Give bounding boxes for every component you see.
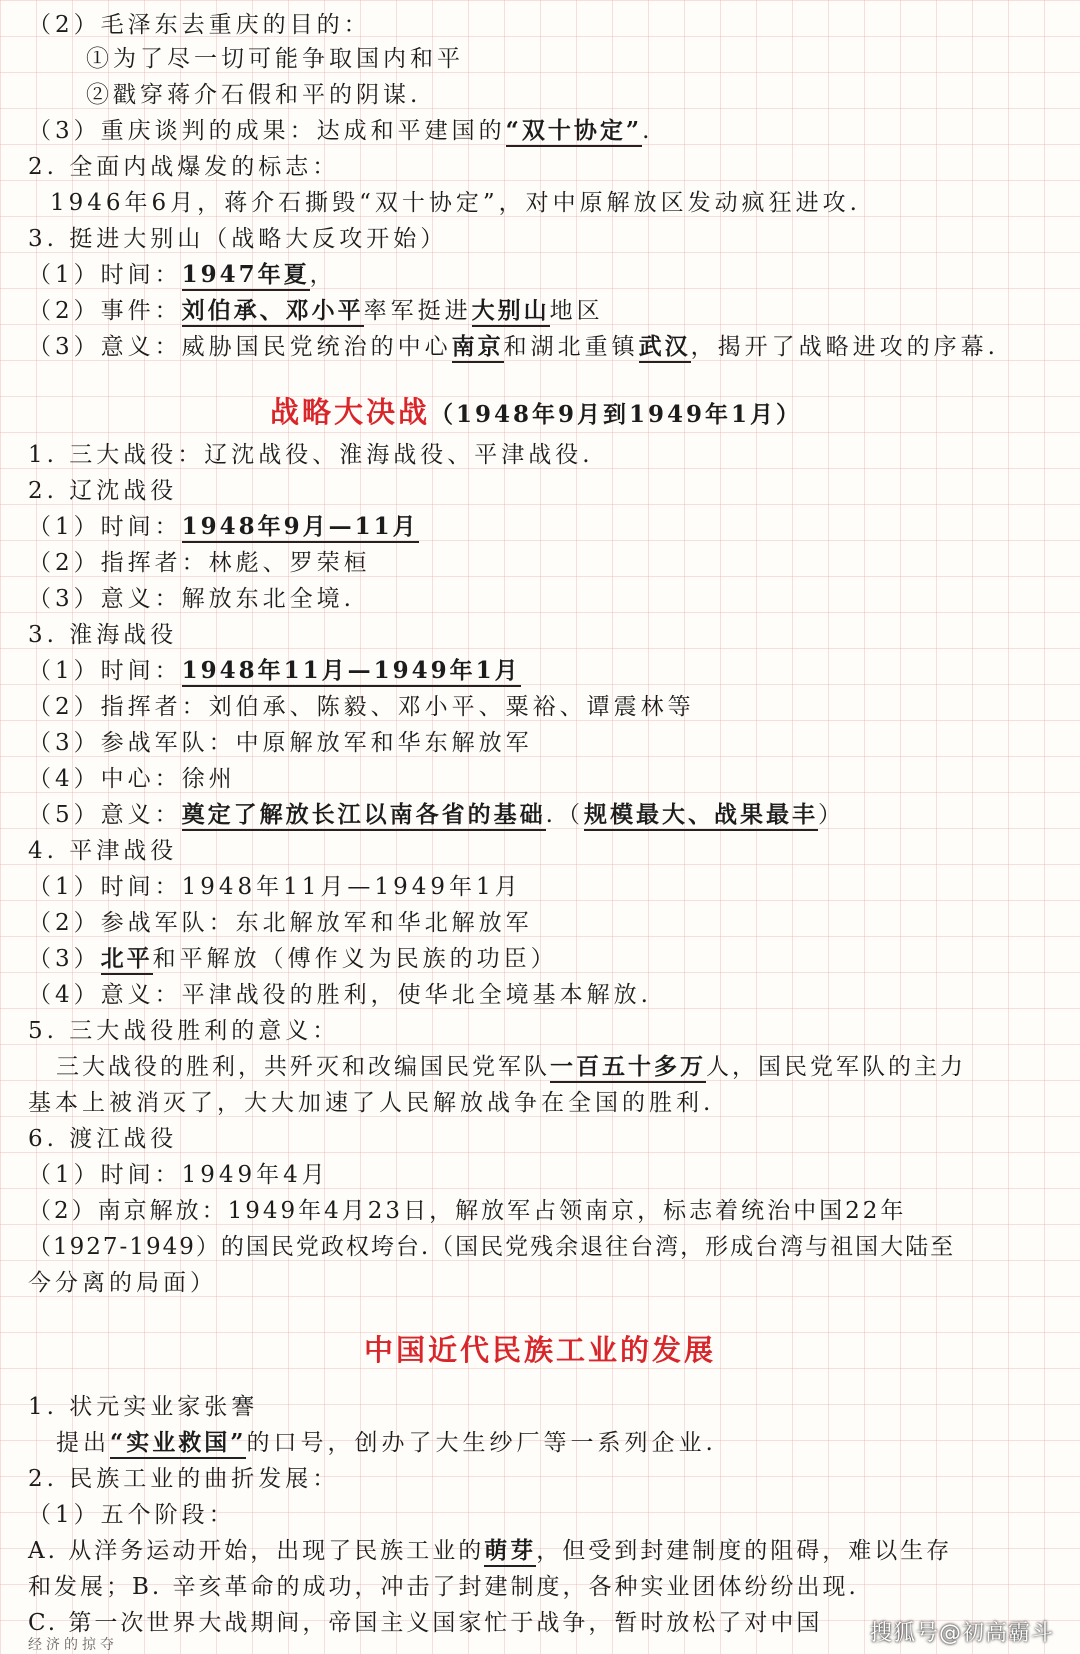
key-term: “双十协定” <box>506 117 642 147</box>
text-line <box>28 1390 258 1424</box>
line-text: .（ <box>545 802 584 828</box>
text-line <box>28 114 653 148</box>
key-term: 1948年9月—11月 <box>182 513 419 543</box>
key-term: 萌芽 <box>484 1537 536 1567</box>
key-term: 1948年11月—1949年1月 <box>182 657 521 687</box>
heading-title: 中国近代民族工业的发展 <box>363 1333 716 1367</box>
text-line <box>28 618 177 652</box>
text-line <box>28 510 419 544</box>
section-heading <box>270 392 802 435</box>
line-text: 2. 辽沈战役 <box>28 478 178 504</box>
line-text: 4. 平津战役 <box>28 838 178 864</box>
text-line <box>28 654 521 688</box>
key-term: 大别山 <box>472 297 550 327</box>
line-text: 3. 挺进大别山（战略大反攻开始） <box>28 226 448 252</box>
key-term: 一百五十多万 <box>550 1053 706 1083</box>
text-line <box>28 1606 822 1640</box>
text-line <box>28 1194 906 1228</box>
text-line <box>28 1122 177 1156</box>
text-line <box>28 834 177 868</box>
line-text: （1）时间： <box>28 262 182 288</box>
text-line <box>28 258 337 292</box>
line-text: 的口号，创办了大生纱厂等一系列企业. <box>246 1430 717 1456</box>
line-text: （2）指挥者：林彪、罗荣桓 <box>28 550 371 576</box>
text-line <box>28 1014 339 1048</box>
text-line <box>28 474 177 508</box>
line-text: （2）南京解放：1949年4月23日，解放军占领南京，标志着统治中国22年 <box>28 1198 907 1224</box>
text-line <box>56 1050 966 1084</box>
watermark: 搜狐号@初高霸斗 <box>869 1621 1054 1646</box>
line-text: （2）指挥者：刘伯承、陈毅、邓小平、粟裕、谭震林等 <box>28 694 695 720</box>
line-text: （5）意义： <box>28 802 182 828</box>
line-text: 5. 三大战役胜利的意义： <box>28 1018 340 1044</box>
text-line <box>86 78 421 112</box>
line-text: 3. 淮海战役 <box>28 622 178 648</box>
line-text: 提出 <box>56 1430 110 1456</box>
line-text: 率军挺进 <box>363 298 472 324</box>
text-line <box>28 978 652 1012</box>
line-text: （4）中心：徐州 <box>28 766 236 792</box>
key-term: 规模最大、战果最丰 <box>584 801 818 831</box>
line-text: 和发展；B. 辛亥革命的成功，冲击了封建制度，各种实业团体纷纷出现. <box>28 1574 859 1600</box>
text-line <box>28 8 371 42</box>
key-term: “实业救国” <box>110 1429 246 1459</box>
line-text: （1）时间：1949年4月 <box>28 1162 329 1188</box>
text-line <box>28 906 533 940</box>
text-line <box>28 1636 118 1654</box>
heading-title: 战略大决战 <box>270 395 431 429</box>
section-heading <box>0 1330 1080 1370</box>
line-text: 1946年6月，蒋介石撕毁“双十协定”，对中原解放区发动疯狂进攻. <box>50 190 861 216</box>
line-text: （2）参战军队：东北解放军和华北解放军 <box>28 910 533 936</box>
text-line <box>28 1498 236 1532</box>
line-text: 地区 <box>549 298 604 324</box>
line-text: ） <box>817 802 845 828</box>
line-text: （2）事件： <box>28 298 182 324</box>
text-line <box>28 1086 714 1120</box>
text-line <box>28 1462 339 1496</box>
line-text: （1）时间：1948年11月—1949年1月 <box>28 874 522 900</box>
line-text: . <box>642 118 654 144</box>
line-text: （3）重庆谈判的成果：达成和平建国的 <box>28 118 506 144</box>
line-text: ，但受到封建制度的阻碍，难以生存 <box>536 1538 953 1564</box>
line-text: （3）意义：威胁国民党统治的中心 <box>28 334 452 360</box>
text-line <box>28 1230 955 1264</box>
key-term: 北平 <box>101 945 153 975</box>
key-term: 1947年夏 <box>182 261 310 291</box>
line-text: 人，国民党军队的主力 <box>706 1054 966 1080</box>
text-line <box>28 582 355 616</box>
key-term: 武汉 <box>639 333 691 363</box>
key-term: 奠定了解放长江以南各省的基础 <box>182 801 546 831</box>
text-line <box>28 330 999 364</box>
text-line <box>50 186 861 220</box>
text-line <box>28 690 695 724</box>
line-text: 6. 渡江战役 <box>28 1126 178 1152</box>
line-text: 经济的掠夺 <box>28 1637 118 1653</box>
heading-subtitle: （1948年9月到1949年1月） <box>430 401 803 428</box>
line-text: C. 第一次世界大战期间，帝国主义国家忙于战争，暂时放松了对中国 <box>28 1610 823 1636</box>
text-line <box>28 546 371 580</box>
text-line <box>28 1158 329 1192</box>
line-text: 1. 三大战役：辽沈战役、淮海战役、平津战役. <box>28 442 594 468</box>
line-text: 2. 民族工业的曲折发展： <box>28 1466 340 1492</box>
line-text: （3）参战军队：中原解放军和华东解放军 <box>28 730 533 756</box>
line-text: 和平解放（傅作义为民族的功臣） <box>152 946 558 972</box>
line-text: ①为了尽一切可能争取国内和平 <box>86 46 464 72</box>
line-text: 1. 状元实业家张謇 <box>28 1394 259 1420</box>
line-text: 和湖北重镇 <box>503 334 639 360</box>
text-line <box>28 1266 217 1300</box>
line-text: ②戳穿蒋介石假和平的阴谋. <box>86 82 422 108</box>
line-text: A. 从洋务运动开始，出现了民族工业的 <box>28 1538 485 1564</box>
text-line <box>86 42 464 76</box>
line-text: 基本上被消灭了，大大加速了人民解放战争在全国的胜利. <box>28 1090 715 1116</box>
line-text: （2）毛泽东去重庆的目的： <box>28 12 371 38</box>
line-text: （4）意义：平津战役的胜利，使华北全境基本解放. <box>28 982 652 1008</box>
text-line <box>28 150 339 184</box>
text-line <box>28 438 594 472</box>
line-text: （1927-1949）的国民党政权垮台.（国民党残余退往台湾，形成台湾与祖国大陆至 <box>28 1234 956 1260</box>
line-text: （1）时间： <box>28 514 182 540</box>
line-text: （1）五个阶段： <box>28 1502 236 1528</box>
text-line <box>28 1534 952 1568</box>
line-text: （1）时间： <box>28 658 182 684</box>
text-line <box>56 1426 717 1460</box>
line-text: 2. 全面内战爆发的标志： <box>28 154 340 180</box>
text-line <box>28 726 533 760</box>
text-line <box>28 1570 859 1604</box>
line-text: （3）意义：解放东北全境. <box>28 586 355 612</box>
text-line <box>28 942 558 976</box>
text-line <box>28 222 447 256</box>
text-line <box>28 798 845 832</box>
line-text: 今分离的局面） <box>28 1270 217 1296</box>
line-text: 三大战役的胜利，共歼灭和改编国民党军队 <box>56 1054 550 1080</box>
text-line <box>28 762 236 796</box>
line-text: ，揭开了战略进攻的序幕. <box>690 334 999 360</box>
line-text: （3） <box>28 946 101 972</box>
key-term: 南京 <box>452 333 504 363</box>
text-line <box>28 870 522 904</box>
line-text: ， <box>309 262 337 288</box>
key-term: 刘伯承、邓小平 <box>182 297 364 327</box>
text-line <box>28 294 604 328</box>
